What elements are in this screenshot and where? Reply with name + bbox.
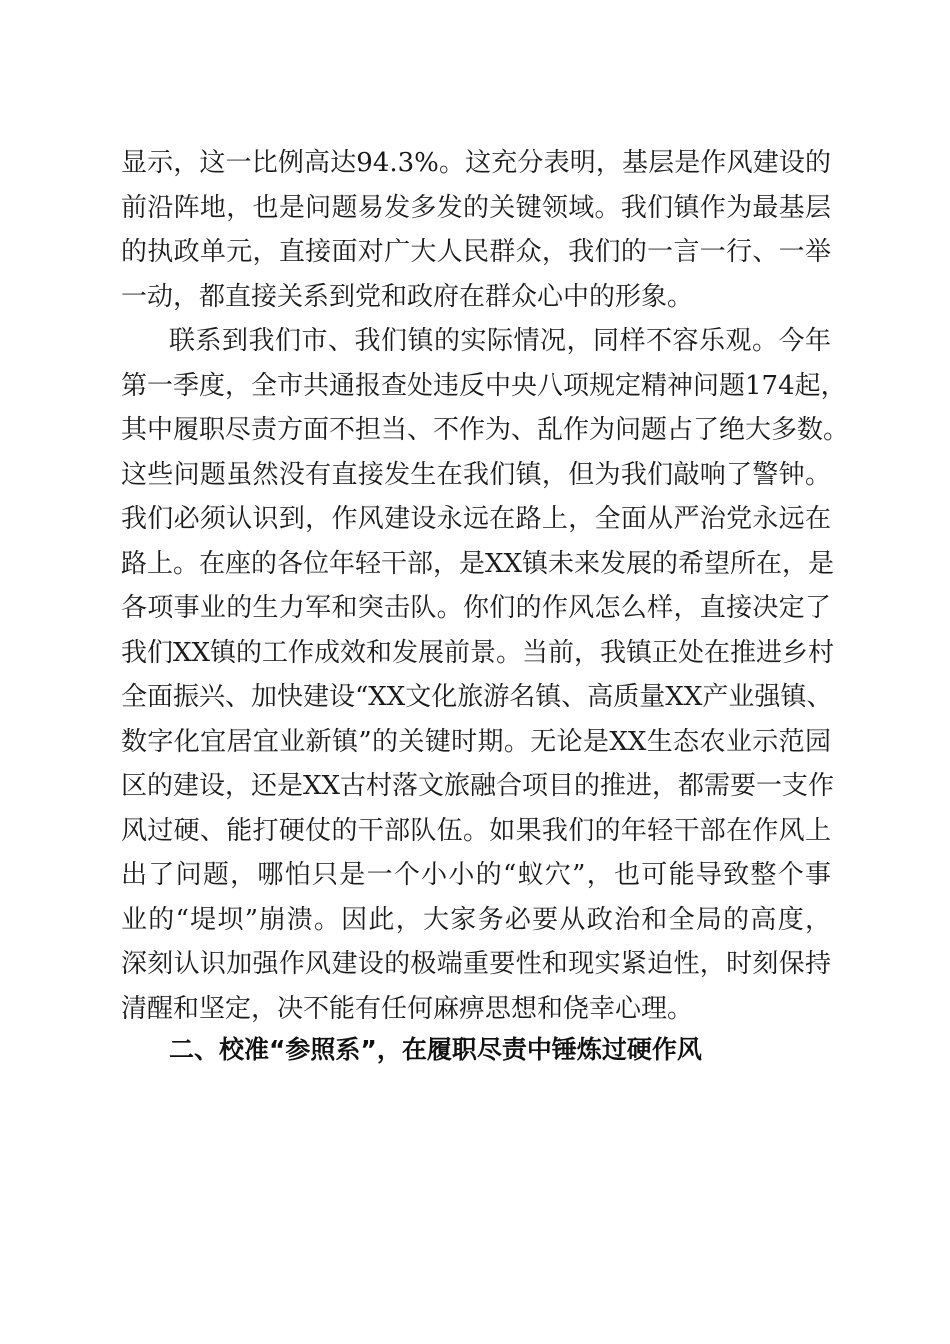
paragraph-2-line-9: 全面振兴、加快建设“XX文化旅游名镇、高质量XX产业强镇、: [121, 682, 833, 712]
paragraph-2-line-10: 数字化宜居宜业新镇”的关键时期。无论是XX生态农业示范园: [121, 726, 831, 757]
paragraph-2-line-8: 我们XX镇的工作成效和发展前景。当前，我镇正处在推进乡村: [121, 637, 835, 668]
paragraph-2-line-4: 这些问题虽然没有直接发生在我们镇，但为我们敲响了警钟。: [121, 459, 831, 490]
paragraph-2-line-16: 清醒和坚定，决不能有任何麻痹思想和侥幸心理。: [121, 993, 694, 1024]
paragraph-2-line-12: 风过硬、能打硬仗的干部队伍。如果我们的年轻干部在作风上: [121, 815, 831, 846]
body-text: [121, 141, 850, 1031]
paragraph-2-line-11: 区的建设，还是XX古村落文旅融合项目的推进，都需要一支作: [121, 771, 835, 801]
paragraph-1-line-1: 显示，这一比例高达94.3%。这充分表明，基层是作风建设的: [121, 148, 831, 178]
paragraph-2-line-1: 联系到我们市、我们镇的实际情况，同样不容乐观。今年: [169, 326, 831, 356]
paragraph-2-line-6: 路上。在座的各位年轻干部，是XX镇未来发展的希望所在，是: [121, 548, 835, 579]
paragraph-2-line-14: 业的“堤坝”崩溃。因此，大家务必要从政治和全局的高度，: [121, 904, 831, 935]
paragraph-1-line-2: 前沿阵地，也是问题易发多发的关键领域。我们镇作为最基层: [121, 192, 831, 223]
paragraph-2-line-3: 其中履职尽责方面不担当、不作为、乱作为问题占了绝大多数。: [121, 415, 850, 445]
section-heading: 二、校准“参照系”，在履职尽责中锤炼过硬作风: [169, 1035, 702, 1064]
paragraph-1-line-4: 一动，都直接关系到党和政府在群众心中的形象。: [121, 281, 694, 312]
paragraph-2-line-7: 各项事业的生力军和突击队。你们的作风怎么样，直接决定了: [121, 593, 831, 623]
paragraph-1-line-3: 的执政单元，直接面对广大人民群众，我们的一言一行、一举: [121, 237, 831, 267]
paragraph-2-line-13: 出了问题，哪怕只是一个小小的“蚁穴”，也可能导致整个事: [121, 860, 831, 890]
paragraph-2-line-2: 第一季度，全市共通报查处违反中央八项规定精神问题174起，: [121, 370, 847, 401]
paragraph-2-line-15: 深刻认识加强作风建设的极端重要性和现实紧迫性，时刻保持: [121, 949, 831, 979]
paragraph-2-line-5: 我们必须认识到，作风建设永远在路上，全面从严治党永远在: [121, 504, 831, 534]
